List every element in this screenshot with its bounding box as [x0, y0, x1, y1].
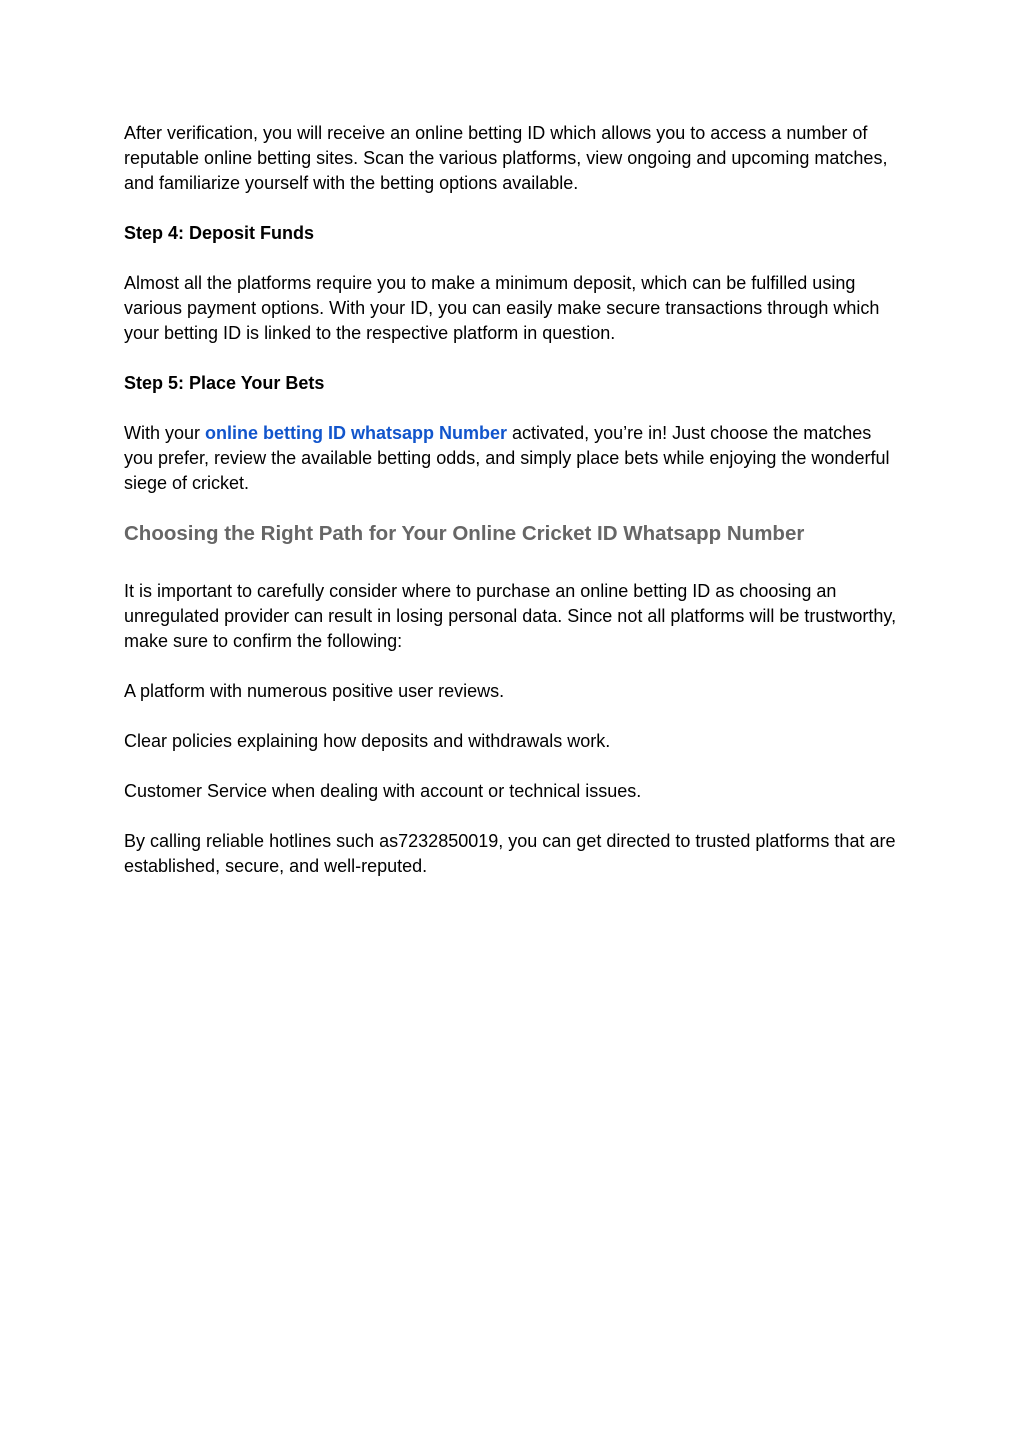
checklist-item: A platform with numerous positive user reviews. — [124, 681, 505, 701]
checklist-item: Customer Service when dealing with account or technical issues. — [124, 781, 642, 801]
choosing-paragraph: It is important to carefully consider where to purchase an online betting ID as choosing an unregulated provider can result in losing personal data. Since not all platforms will be trustworthy, make sure to confirm the following: — [124, 581, 897, 651]
place-bets-text-end: activated, you’re in! Just choose the matches you prefer, review the available betting odds, and simply place bets while enjoying the wonderful siege of cricket. — [124, 423, 890, 493]
step-5-heading: Step 5: Place Your Bets — [124, 373, 325, 393]
checklist-item: Clear policies explaining how deposits and withdrawals work. — [124, 731, 611, 751]
place-bets-text-start: With your — [124, 423, 206, 443]
step-4-heading: Step 4: Deposit Funds — [124, 223, 315, 243]
place-bets-paragraph — [124, 421, 900, 496]
online-betting-id-link[interactable]: online betting ID whatsapp Number — [205, 423, 508, 443]
verification-paragraph: After verification, you will receive an online betting ID which allows you to access a number of reputable online betting sites. Scan the various platforms, view ongoing and upcoming matches, and familiarize yourself with the betting options available. — [124, 123, 888, 193]
hotline-paragraph: By calling reliable hotlines such as7232850019, you can get directed to trusted platforms that are established, secure, and well-reputed. — [124, 831, 896, 876]
section-heading: Choosing the Right Path for Your Online Cricket ID Whatsapp Number — [124, 522, 805, 545]
document-body — [124, 121, 900, 904]
deposit-paragraph: Almost all the platforms require you to make a minimum deposit, which can be fulfilled using various payment options. With your ID, you can easily make secure transactions through which your betting ID is linked to the respective platform in question. — [124, 273, 880, 343]
